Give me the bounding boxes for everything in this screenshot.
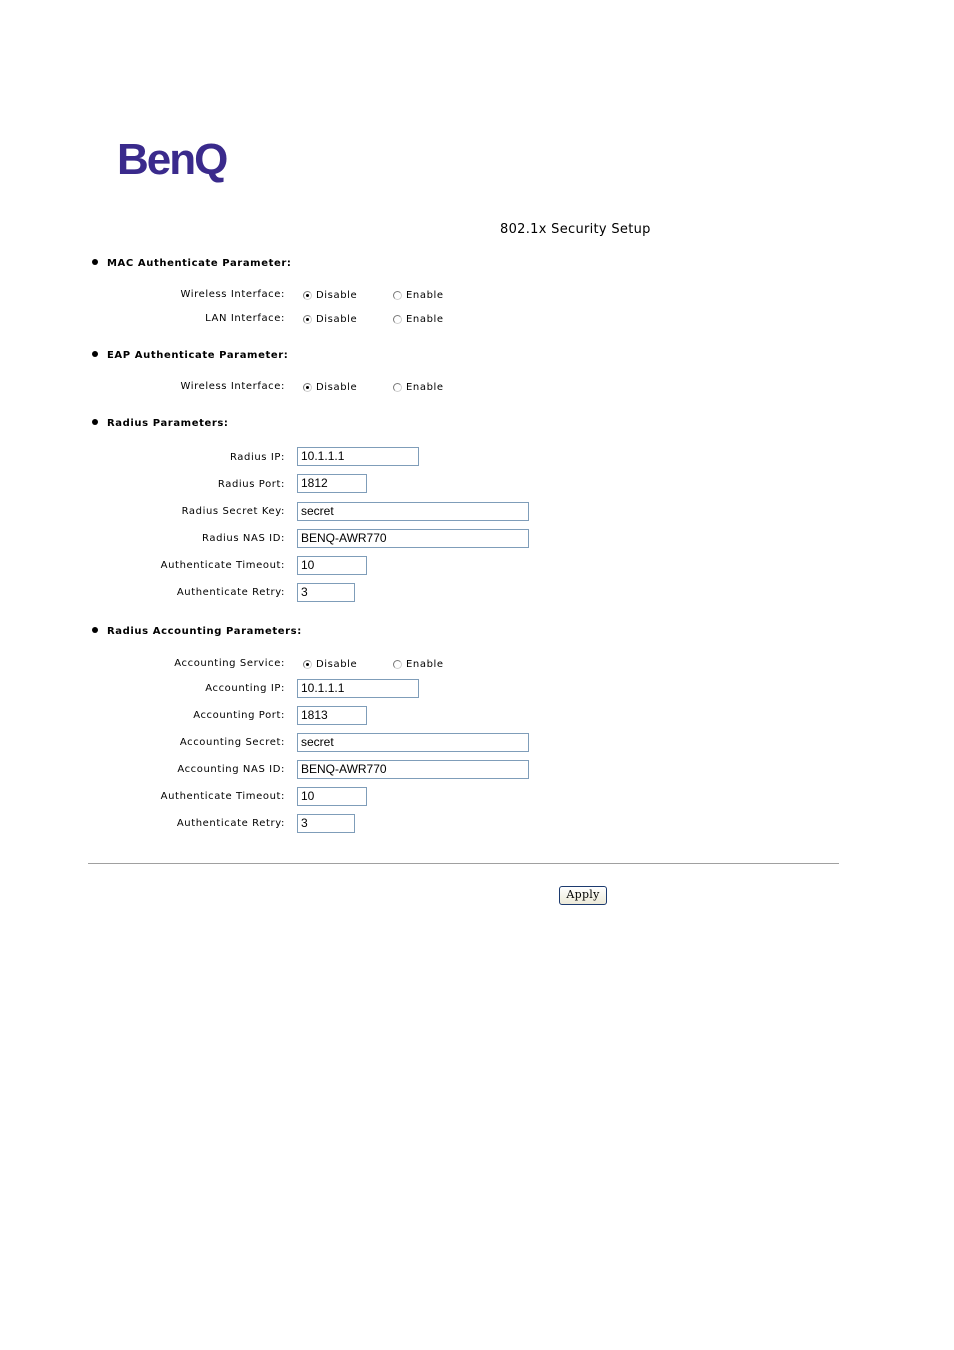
radius-retry-label: Authenticate Retry: [176, 587, 285, 598]
section-radius-parameters [92, 418, 229, 429]
radio-checked-icon [303, 383, 312, 392]
section-title: EAP Authenticate Parameter: [107, 350, 289, 361]
section-eap-authenticate [92, 350, 288, 361]
accounting-secret-input[interactable]: secret [297, 733, 529, 752]
radius-port-label: Radius Port: [217, 479, 285, 490]
eap-wireless-label: Wireless Interface: [180, 381, 285, 392]
radius-timeout-input[interactable]: 10 [297, 556, 367, 575]
accounting-retry-input[interactable]: 3 [297, 814, 355, 833]
radius-nas-id-input[interactable]: BENQ-AWR770 [297, 529, 529, 548]
radius-timeout-label: Authenticate Timeout: [160, 560, 285, 571]
section-title: Radius Accounting Parameters: [107, 626, 302, 637]
mac-wireless-label: Wireless Interface: [180, 289, 285, 300]
svg-text:BenQ: BenQ [117, 136, 227, 184]
mac-wireless-disable-radio[interactable]: Disable [303, 290, 357, 301]
radius-port-input[interactable]: 1812 [297, 474, 367, 493]
radius-nas-id-label: Radius NAS ID: [202, 533, 285, 544]
mac-lan-enable-radio[interactable]: Enable [393, 314, 444, 325]
accounting-service-enable-radio[interactable]: Enable [393, 659, 444, 670]
page-title: 802.1x Security Setup [500, 222, 651, 237]
radio-checked-icon [303, 291, 312, 300]
radio-unchecked-icon [393, 315, 402, 324]
accounting-nas-id-input[interactable]: BENQ-AWR770 [297, 760, 529, 779]
section-title: Radius Parameters: [107, 418, 229, 429]
radio-checked-icon [303, 660, 312, 669]
accounting-service-label: Accounting Service: [174, 658, 285, 669]
radius-secret-label: Radius Secret Key: [181, 506, 285, 517]
accounting-ip-label: Accounting IP: [205, 683, 285, 694]
bullet-icon [92, 627, 98, 633]
radius-ip-input[interactable]: 10.1.1.1 [297, 447, 419, 466]
bullet-icon [92, 419, 98, 425]
benq-logo [117, 136, 249, 184]
bullet-icon [92, 351, 98, 357]
accounting-secret-label: Accounting Secret: [179, 737, 285, 748]
eap-wireless-enable-radio[interactable]: Enable [393, 382, 444, 393]
radio-checked-icon [303, 315, 312, 324]
divider [88, 863, 839, 864]
section-mac-authenticate [92, 258, 291, 269]
radio-unchecked-icon [393, 660, 402, 669]
accounting-timeout-label: Authenticate Timeout: [160, 791, 285, 802]
radio-unchecked-icon [393, 383, 402, 392]
bullet-icon [92, 259, 98, 265]
radius-retry-input[interactable]: 3 [297, 583, 355, 602]
section-title: MAC Authenticate Parameter: [107, 258, 292, 269]
accounting-port-label: Accounting Port: [193, 710, 285, 721]
mac-lan-label: LAN Interface: [205, 313, 285, 324]
eap-wireless-disable-radio[interactable]: Disable [303, 382, 357, 393]
accounting-timeout-input[interactable]: 10 [297, 787, 367, 806]
accounting-nas-id-label: Accounting NAS ID: [177, 764, 285, 775]
section-radius-accounting [92, 626, 302, 637]
accounting-ip-input[interactable]: 10.1.1.1 [297, 679, 419, 698]
radius-secret-input[interactable]: secret [297, 502, 529, 521]
radio-unchecked-icon [393, 291, 402, 300]
apply-button[interactable]: Apply [559, 886, 607, 905]
mac-wireless-enable-radio[interactable]: Enable [393, 290, 444, 301]
accounting-service-disable-radio[interactable]: Disable [303, 659, 357, 670]
accounting-retry-label: Authenticate Retry: [176, 818, 285, 829]
accounting-port-input[interactable]: 1813 [297, 706, 367, 725]
radius-ip-label: Radius IP: [229, 452, 285, 463]
mac-lan-disable-radio[interactable]: Disable [303, 314, 357, 325]
